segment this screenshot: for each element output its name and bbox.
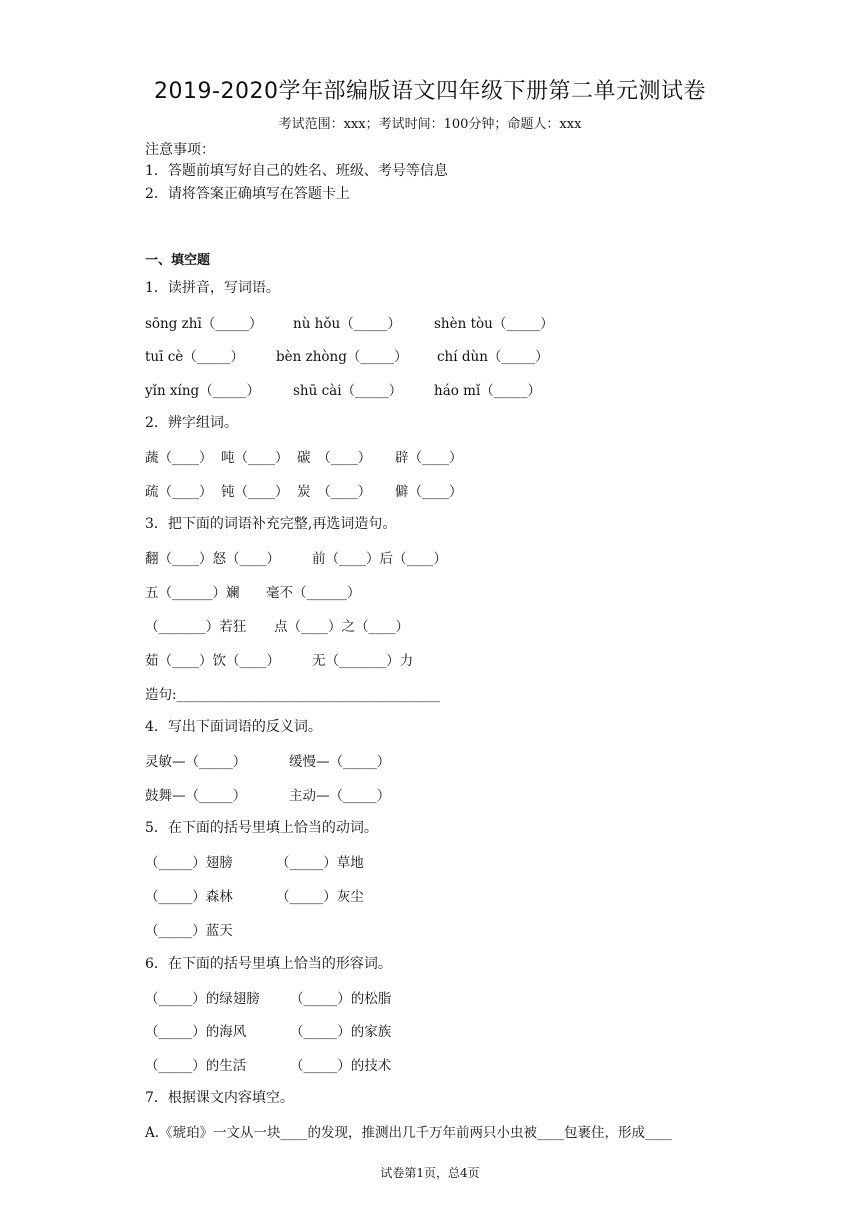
page-footer: 试卷第1页，总4页 <box>380 1166 480 1180</box>
word-item: 蔬（____） <box>145 450 213 466</box>
idiom-item: 五（______）斓 <box>145 585 240 601</box>
question-5-prompt: 5．在下面的括号里填上恰当的动词。 <box>145 820 378 836</box>
notes-heading: 注意事项： <box>145 142 215 158</box>
word-item: 僻（____） <box>395 484 463 500</box>
adjective-item: （_____）的生活 <box>145 1058 247 1074</box>
pinyin-item: shū cài（_____） <box>293 383 403 399</box>
verb-item: （_____）蓝天 <box>145 923 233 939</box>
pinyin-item: chí dùn（_____） <box>437 349 549 365</box>
question-2-prompt: 2．辨字组词。 <box>145 415 238 431</box>
word-item: 碳 （____） <box>297 450 372 466</box>
antonym-item: 缓慢—（_____） <box>289 754 391 770</box>
question-4-prompt: 4．写出下面词语的反义词。 <box>145 719 322 735</box>
pinyin-item: háo mǐ（_____） <box>434 383 542 399</box>
word-item: 钝（____） <box>221 484 289 500</box>
sentence-line: 造句:_______________________________________ <box>145 687 440 703</box>
pinyin-item: yǐn xíng（_____） <box>145 383 260 399</box>
idiom-item: 前（____）后（____） <box>312 551 447 567</box>
adjective-item: （_____）的技术 <box>290 1058 392 1074</box>
idiom-item: （_______）若狂 <box>145 619 247 635</box>
idiom-item: 毫不（______） <box>266 585 361 601</box>
pinyin-item: tuī cè（_____） <box>145 349 245 365</box>
note-item: 2．请将答案正确填写在答题卡上 <box>145 186 350 202</box>
antonym-item: 灵敏—（_____） <box>145 754 247 770</box>
adjective-item: （_____）的绿翅膀 <box>145 991 260 1007</box>
adjective-item: （_____）的海风 <box>145 1024 247 1040</box>
exam-subtitle: 考试范围：xxx；考试时间：100分钟；命题人：xxx <box>278 117 582 132</box>
verb-item: （_____）灰尘 <box>276 889 364 905</box>
fill-line-a: A.《琥珀》一文从一块____的发现，推测出几千万年前两只小虫被____包裹住，形成____ <box>145 1125 673 1141</box>
word-item: 吨（____） <box>221 450 289 466</box>
question-7-prompt: 7．根据课文内容填空。 <box>145 1090 294 1106</box>
adjective-item: （_____）的松脂 <box>290 991 392 1007</box>
antonym-item: 主动—（_____） <box>289 788 391 804</box>
adjective-item: （_____）的家族 <box>290 1024 392 1040</box>
pinyin-item: nù hǒu（_____） <box>293 316 401 332</box>
idiom-item: 点（____）之（____） <box>274 619 409 635</box>
note-item: 1．答题前填写好自己的姓名、班级、考号等信息 <box>145 163 448 179</box>
question-1-prompt: 1．读拼音，写词语。 <box>145 280 280 296</box>
word-item: 疏（____） <box>145 484 213 500</box>
word-item: 辟（____） <box>395 450 463 466</box>
verb-item: （_____）草地 <box>276 855 364 871</box>
section-title: 一、填空题 <box>145 253 211 268</box>
word-item: 炭 （____） <box>297 484 372 500</box>
verb-item: （_____）森林 <box>145 889 233 905</box>
pinyin-item: sōng zhī（_____） <box>145 316 263 332</box>
pinyin-item: bèn zhòng（_____） <box>276 349 408 365</box>
verb-item: （_____）翅膀 <box>145 855 233 871</box>
idiom-item: 翻（____）怒（____） <box>145 551 280 567</box>
question-6-prompt: 6．在下面的括号里填上恰当的形容词。 <box>145 956 392 972</box>
antonym-item: 鼓舞—（_____） <box>145 788 247 804</box>
idiom-item: 无（_______）力 <box>312 653 414 669</box>
idiom-item: 茹（____）饮（____） <box>145 653 280 669</box>
question-3-prompt: 3．把下面的词语补充完整,再选词造句。 <box>145 516 397 532</box>
exam-title: 2019-2020学年部编版语文四年级下册第二单元测试卷 <box>154 79 706 104</box>
pinyin-item: shèn tòu（_____） <box>434 316 554 332</box>
